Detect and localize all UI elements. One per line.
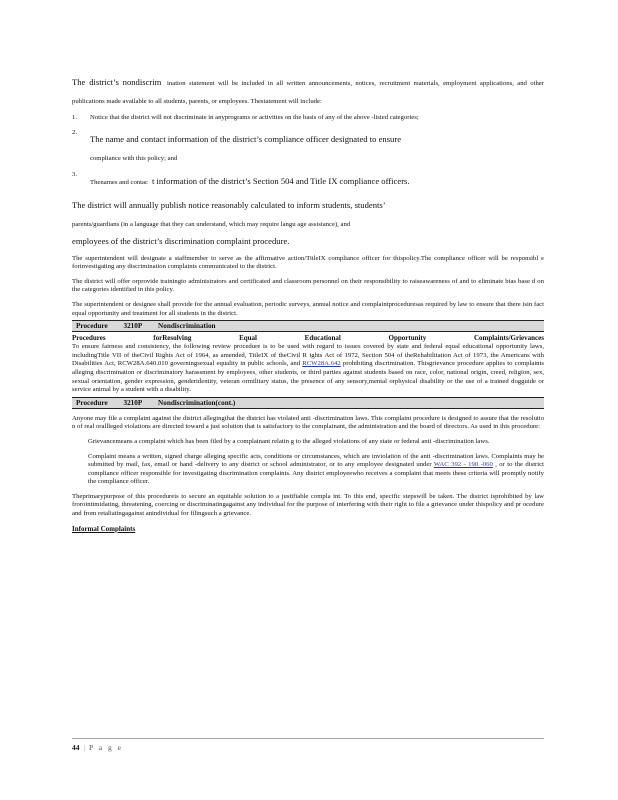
informal-complaints-heading: Informal Complaints (72, 524, 136, 533)
bullet-glyph (72, 453, 88, 487)
subhead-word: Educational (304, 334, 341, 343)
subhead-word: Opportunity (388, 334, 427, 343)
list-text-rest: compliance with this policy; and (90, 154, 178, 162)
evaluation-paragraph: The superintendent or designee shall provide for the annual evaluation, periodic surveys, annual notice and complaintproceduresas required by law to ensure that there isin fact equal opportunity and treatment for all students in the district. (72, 300, 544, 317)
list-text-lead: The name and contact information of the district’s compliance officer designated to ensure (90, 133, 402, 144)
bullet-complaint (72, 453, 544, 487)
procedures-paragraph (72, 343, 544, 395)
procedure-title: Nondiscrimination(cont.) (158, 398, 236, 407)
annual-notice-lead: The district will annually publish notice reasonably calculated to inform students, students’ (72, 199, 386, 210)
procedure-number: 3210P (123, 398, 143, 407)
procedure-header-bar-cont (72, 397, 544, 409)
page-footer (72, 738, 544, 752)
annual-notice-mid: parents/guardians (in a language that they can understand, which may require langu age assistance), and (72, 220, 351, 228)
procedure-number: 3210P (123, 322, 143, 331)
list-item-1 (72, 114, 544, 123)
complaint-intro-paragraph: Anyone may file a complaint against the district allegingthat the district has violated anti -discrimination laws. This complaint procedure is designed to assure that the resolutio n of real orallleged violations are directed toward a just solution that is satisfactory to the complainant, the administration and the board of directors. As used in this procedure: (72, 414, 544, 431)
bullet-text: Grievancemeans a complaint which has been filed by a complainant relatin g to the alleged violations of any state or federal anti -discrimination laws. (88, 437, 490, 445)
subhead-word: forResolving (153, 334, 192, 343)
list-number: 1. (72, 114, 78, 121)
page-content (72, 72, 544, 533)
annual-notice-end: employees of the district’s discrimination complaint procedure. (72, 235, 290, 246)
procedures-text-a: To ensure fairness and consistency, the following review procedure is to be used with regard to issues covered by state and federal equal educational opportunity laws, includingTitle VII of theCivil Rights Act of 1964, as amended, TitleIX of theCivil R ights Act of 1972, Section 504 of theRehabilitation Act of 1973, the Americans with Disabilities Act, RCW28A.640.010 governingsexual equality in public schools, and (72, 343, 544, 368)
bullet-text (88, 453, 544, 487)
procedure-label: Procedure (76, 322, 108, 331)
purpose-paragraph: Theprimarypurpose of this procedureis to secure an equitable solution to a justifiable compla int. To this end, specific stepswill be taken. The district isprohibited by law frorointimidating, threatening, coercing or discriminatingagainst any individual for the purpose of interfering with their right to file a grievance under thispolicy and pr ocedure and from retaliatingagainst anindividual for filingsuch a grievance. (72, 492, 544, 518)
page-label: P a g e (89, 743, 123, 752)
bullet-glyph (72, 438, 88, 447)
nondiscrimination-statement-paragraph (72, 72, 544, 108)
list-text-lead: Thenames and contac (90, 178, 148, 186)
rcw-link[interactable]: RCW28A.642 (302, 360, 341, 368)
subhead-word: Procedures (72, 334, 106, 343)
procedure-header-bar (72, 320, 544, 332)
procedures-text-b: prohibiting discrimination. Thisgrievance procedure applies to complaints alleging discrimination or discriminatory harassment by employees, other students, or third parties against students based on race, color, national origin, creed, religion, sex, sexual orientation, gender expression, genderidentity, veteran ormilitary status, the presence of any sensory,mental orphysical disability or the use of a trained dogguide or service animal by a student with a disability. (72, 360, 544, 394)
list-text-rest: t information of the district’s Section 504 and Title IX compliance officers. (151, 175, 410, 186)
list-number: 2. (72, 128, 78, 136)
subhead-word: Equal (239, 334, 257, 343)
list-text: Notice that the district will not discriminate in anyprograms or activities on the basis of any of the above -listed categories; (90, 114, 419, 121)
wac-link[interactable]: WAC 392 - 190 -060 (433, 461, 493, 469)
list-item-3 (72, 171, 544, 189)
annual-notice-paragraph (72, 195, 544, 249)
list-number: 3. (72, 170, 78, 178)
footer-separator: | (83, 743, 86, 752)
bullet-grievance (72, 438, 544, 447)
compliance-officer-paragraph: The superintendent will designate a staffmember to serve as the affirmative action/TitleIX compliance officer for thispolicy.The compliance officer will be responsibl e forinvestigating any discrimination complaints communicated to the district. (72, 254, 544, 271)
statement-rest: ination statement will be included in all written announcements, notices, recruitment materials, employment applications, and other publications made available to all students, parents, or employees. Thestatement will include: (72, 80, 544, 105)
procedure-label: Procedure (76, 398, 108, 407)
training-paragraph: The district will offer orprovide trainingto administrators and certificated and classroom personnel on their responsibility to raiseawareness of and to eliminate bias base d on the categories identified in this policy. (72, 277, 544, 294)
procedure-title: Nondiscrimination (158, 322, 216, 331)
subhead-word: Complaints/Grievances (473, 334, 544, 343)
procedures-subheading (72, 334, 544, 343)
bullet-text-b: , or to the district compliance officer responsible for investigating discrimination complaints. Any district employeewho receives a complaint that meets these criteria will promptly notify the compliance officer. (88, 461, 544, 486)
page-number: 44 (72, 743, 80, 752)
statement-lead: The district’s nondiscrim (72, 77, 162, 87)
bullet-text-a: Complaint means a written, signed charge alleging specific acts, conditions or circumstances, which are inviolation of the anti -discrimination laws. Complaints may be submitted by mail, fax, email or hand -delivery to any district or school administrator, or to any employee designated under (88, 452, 544, 469)
list-item-2 (72, 129, 544, 165)
